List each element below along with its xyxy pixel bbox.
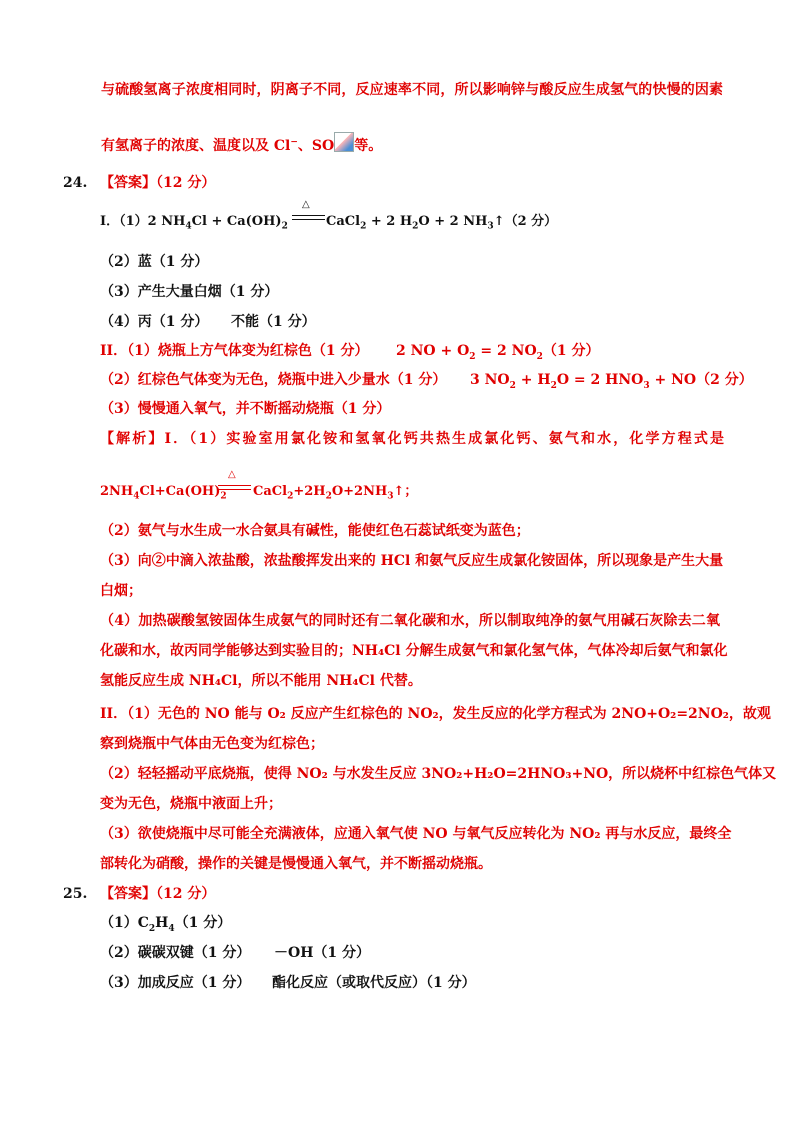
analysis-line: 【解析】I．（1）实验室用氯化铵和氢氧化钙共热生成氯化钙、氨气和水，化学方程式是 [100,431,724,447]
answer-heading: 【答案】（12 分） [100,175,216,191]
text-segment: Cl+Ca(OH) [139,484,221,499]
equation-line [470,370,753,396]
text-segment: I．（1）2 NH [100,214,186,229]
answer-line: （2）蓝（1 分） [100,254,209,270]
answer-line: －OH（1 分） [274,945,371,961]
text-segment: CaCl [326,214,361,229]
answer-line: （2）碳碳双键（1 分） [100,945,251,961]
subscript: 2 [536,351,543,362]
text-segment: = 2 NO [480,343,537,359]
text-segment: CaCl [253,484,288,499]
answer-line: （4）丙（1 分） [100,314,209,330]
analysis-line: （2）轻轻摇动平底烧瓶，使得 NO₂ 与水发生反应 3NO₂+H₂O=2HNO₃+NO，所以烧杯中红棕色气体又 [100,766,777,782]
heat-symbol: △ [302,199,310,210]
equation-right [326,212,557,237]
subscript: 2 [148,923,156,934]
answer-line: （3）加成反应（1 分） [100,975,251,991]
text-segment: （1）C [100,915,149,931]
subscript: 3 [643,380,650,391]
analysis-equation-left [100,482,227,507]
answer-line: （2）红棕色气体变为无色，烧瓶中进入少量水（1 分） [100,372,447,388]
subscript: 3 [387,491,394,502]
embedded-formula-image [334,132,354,152]
equals-bar-bottom [292,219,325,220]
subscript: 2 [220,491,227,502]
text-segment: 3 NO [470,372,510,388]
answer-line: II．（1）烧瓶上方气体变为红棕色（1 分） [100,343,369,359]
text-segment: 2NH [100,484,134,499]
equation-line [396,341,600,367]
question-number-24: 24. [63,175,88,191]
text-segment: O+2NH [331,484,388,499]
answer-line: 酯化反应（或取代反应）（1 分） [272,975,476,991]
equals-bar-top [292,215,325,216]
subscript: 4 [133,491,140,502]
analysis-line: II．（1）无色的 NO 能与 O₂ 反应产生红棕色的 NO₂，发生反应的化学方程式为 2NO+O₂=2NO₂，故观 [100,706,771,722]
answer-heading: 【答案】（12 分） [100,886,216,902]
text-segment: （1 分） [542,343,600,359]
heat-symbol: △ [228,469,236,480]
analysis-line: （2）氨气与水生成一水合氨具有碱性，能使红色石蕊试纸变为蓝色； [100,523,530,539]
subscript: 4 [185,221,192,232]
analysis-line: 变为无色，烧瓶中液面上升； [100,796,282,812]
answer-line: （3）产生大量白烟（1 分） [100,284,279,300]
analysis-equation-right [253,482,417,507]
text-segment: + NO（2 分） [654,372,753,388]
analysis-line: 化碳和水，故丙同学能够达到实验目的；NH₄Cl 分解生成氨气和氯化氢气体，气体冷却后氨气和氯化 [100,643,728,659]
subscript: 4 [168,923,175,934]
text-segment: + H [520,372,551,388]
analysis-line: 氢能反应生成 NH₄Cl，所以不能用 NH₄Cl 代替。 [100,673,422,689]
text-segment: + 2 H [370,214,413,229]
analysis-line: （3）欲使烧瓶中尽可能全充满液体，应通入氧气使 NO 与氧气反应转化为 NO₂ 再与水反应，最终全 [100,826,732,842]
text-segment: H [155,915,169,931]
subscript: 2 [360,221,367,232]
text-segment: 等。 [354,138,383,154]
answer-line: 不能（1 分） [231,314,316,330]
question-number-25: 25. [63,886,88,902]
text-line: 与硫酸氢离子浓度相同时，阴离子不同，反应速率不同，所以影响锌与酸反应生成氢气的快慢的因素 [101,82,723,98]
text-segment: （1 分） [174,915,232,931]
analysis-line: 部转化为硝酸，操作的关键是慢慢通入氧气，并不断摇动烧瓶。 [100,856,492,872]
text-segment: ↑（2 分） [493,214,558,229]
text-segment: +2H [293,484,326,499]
analysis-line: 察到烧瓶中气体由无色变为红棕色； [100,736,324,752]
text-segment: Cl + Ca(OH) [191,214,282,229]
analysis-line: （4）加热碳酸氢铵固体生成氨气的同时还有二氧化碳和水，所以制取纯净的氨气用碱石灰除去二氧 [100,613,720,629]
subscript: 2 [550,380,557,391]
text-segment: 、SO [297,138,335,154]
text-segment: 有氢离子的浓度、温度以及 Cl [101,138,291,154]
equals-bar-top [218,485,251,486]
subscript: 2 [509,380,516,391]
answer-line [100,913,231,939]
subscript: 2 [469,351,476,362]
subscript: 2 [281,221,288,232]
answer-line: （3）慢慢通入氧气，并不断摇动烧瓶（1 分） [100,401,391,417]
text-segment: O + 2 NH [418,214,488,229]
text-segment: ↑； [393,484,418,499]
analysis-line: （3）向②中滴入浓盐酸，浓盐酸挥发出来的 HCl 和氨气反应生成氯化铵固体，所以现象是产生大量 [100,553,724,569]
analysis-line: 白烟； [100,583,142,599]
subscript: 2 [287,491,294,502]
superscript: − [290,137,298,148]
equals-bar-bottom [218,489,251,490]
subscript: 2 [325,491,332,502]
text-segment: O = 2 HNO [556,372,644,388]
text-line [101,132,382,156]
text-segment: 2 NO + O [396,343,470,359]
subscript: 2 [412,221,419,232]
subscript: 3 [487,221,494,232]
equation-left [100,212,288,237]
